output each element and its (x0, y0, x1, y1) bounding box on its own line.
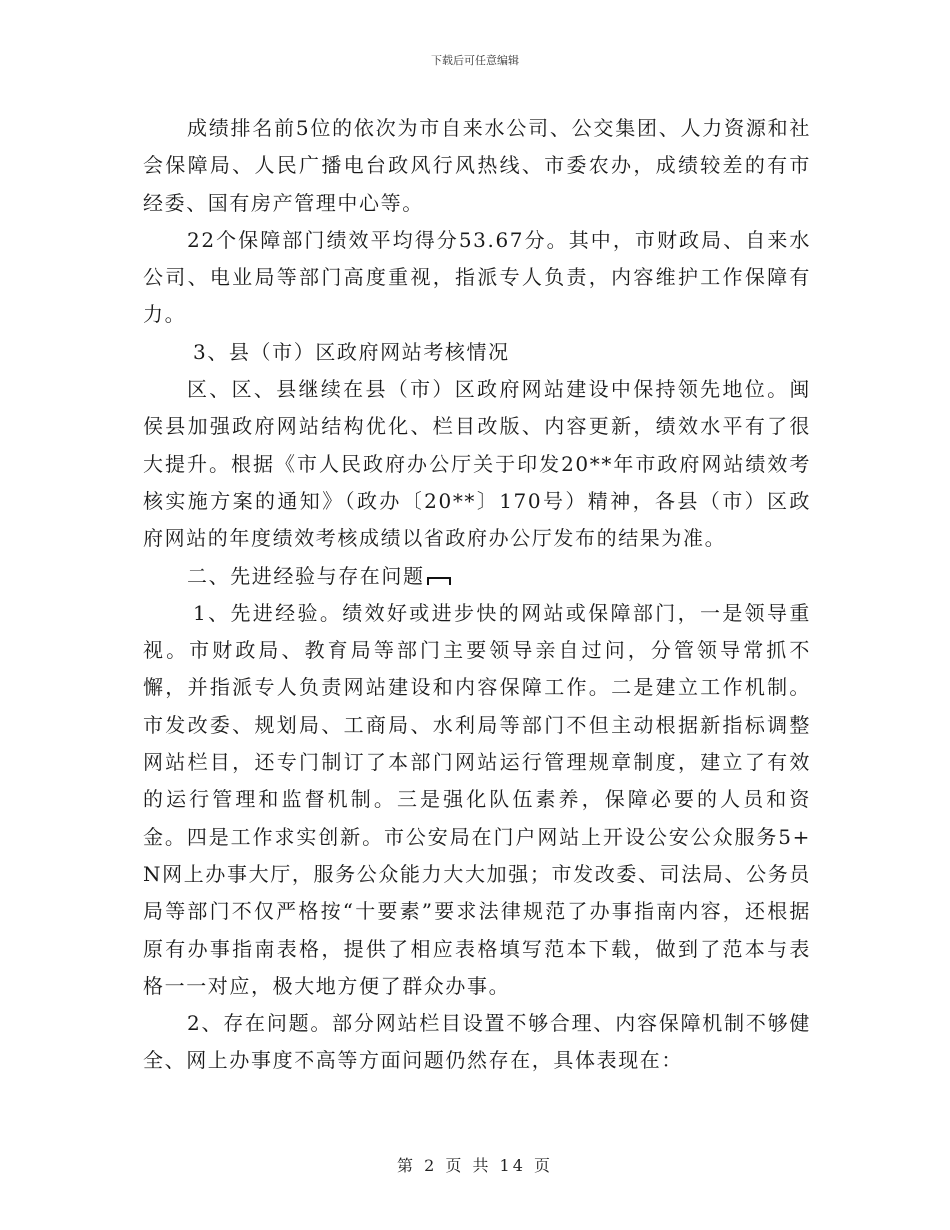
document-body (143, 110, 811, 1080)
paragraph-problems: 2、存在问题。部分网站栏目设置不够合理、内容保障机制不够健全、网上办事度不高等方面问题仍然存在，具体表现在： (143, 1011, 811, 1073)
page-header: 下载后可任意编辑 (431, 54, 519, 67)
paragraph-county-sites: 区、区、县继续在县（市）区政府网站建设中保持领先地位。闽侯县加强政府网站结构优化、栏目改版、内容更新，绩效水平有了很大提升。根据《市人民政府办公厅关于印发20**年市政府网站绩效考核实施方案的通知》（政办〔20**〕170号）精神，各县（市）区政府网站的年度绩效考核成绩以省政府办公厅发布的结果为准。 (143, 377, 811, 551)
paragraph-experience: 1、先进经验。绩效好或进步快的网站或保障部门，一是领导重视。市财政局、教育局等部门主要领导亲自过问，分管领导常抓不懈，并指派专人负责网站建设和内容保障工作。二是建立工作机制。市发改委、规划局、工商局、水利局等部门不但主动根据新指标调整网站栏目，还专门制订了本部门网站运行管理规章制度，建立了有效的运行管理和监督机制。三是强化队伍素养，保障必要的人员和资金。四是工作求实创新。市公安局在门户网站上开设公安公众服务5+N网上办事大厅，服务公众能力大大加强；市发改委、司法局、公务员局等部门不仅严格按“十要素”要求法律规范了办事指南内容，还根据原有办事指南表格，提供了相应表格填写范本下载，做到了范本与表格一一对应，极大地方便了群众办事。 (143, 600, 811, 998)
paragraph-ranking: 成绩排名前5位的依次为市自来水公司、公交集团、人力资源和社会保障局、人民广播电台政风行风热线、市委农办，成绩较差的有市经委、国有房产管理中心等。 (143, 116, 811, 215)
page-footer: 第 2 页 共 14 页 (397, 1156, 553, 1175)
section-heading-experience (143, 558, 811, 595)
section-heading-experience-text: 二、先进经验与存在问题 (187, 563, 425, 588)
paragraph-support-departments: 22个保障部门绩效平均得分53.67分。其中，市财政局、自来水公司、电业局等部门高度重视，指派专人负责，内容维护工作保障有力。 (143, 227, 811, 327)
bracket-marker-icon (427, 577, 451, 585)
section-heading-county-sites: 3、县（市）区政府网站考核情况 (193, 339, 510, 364)
